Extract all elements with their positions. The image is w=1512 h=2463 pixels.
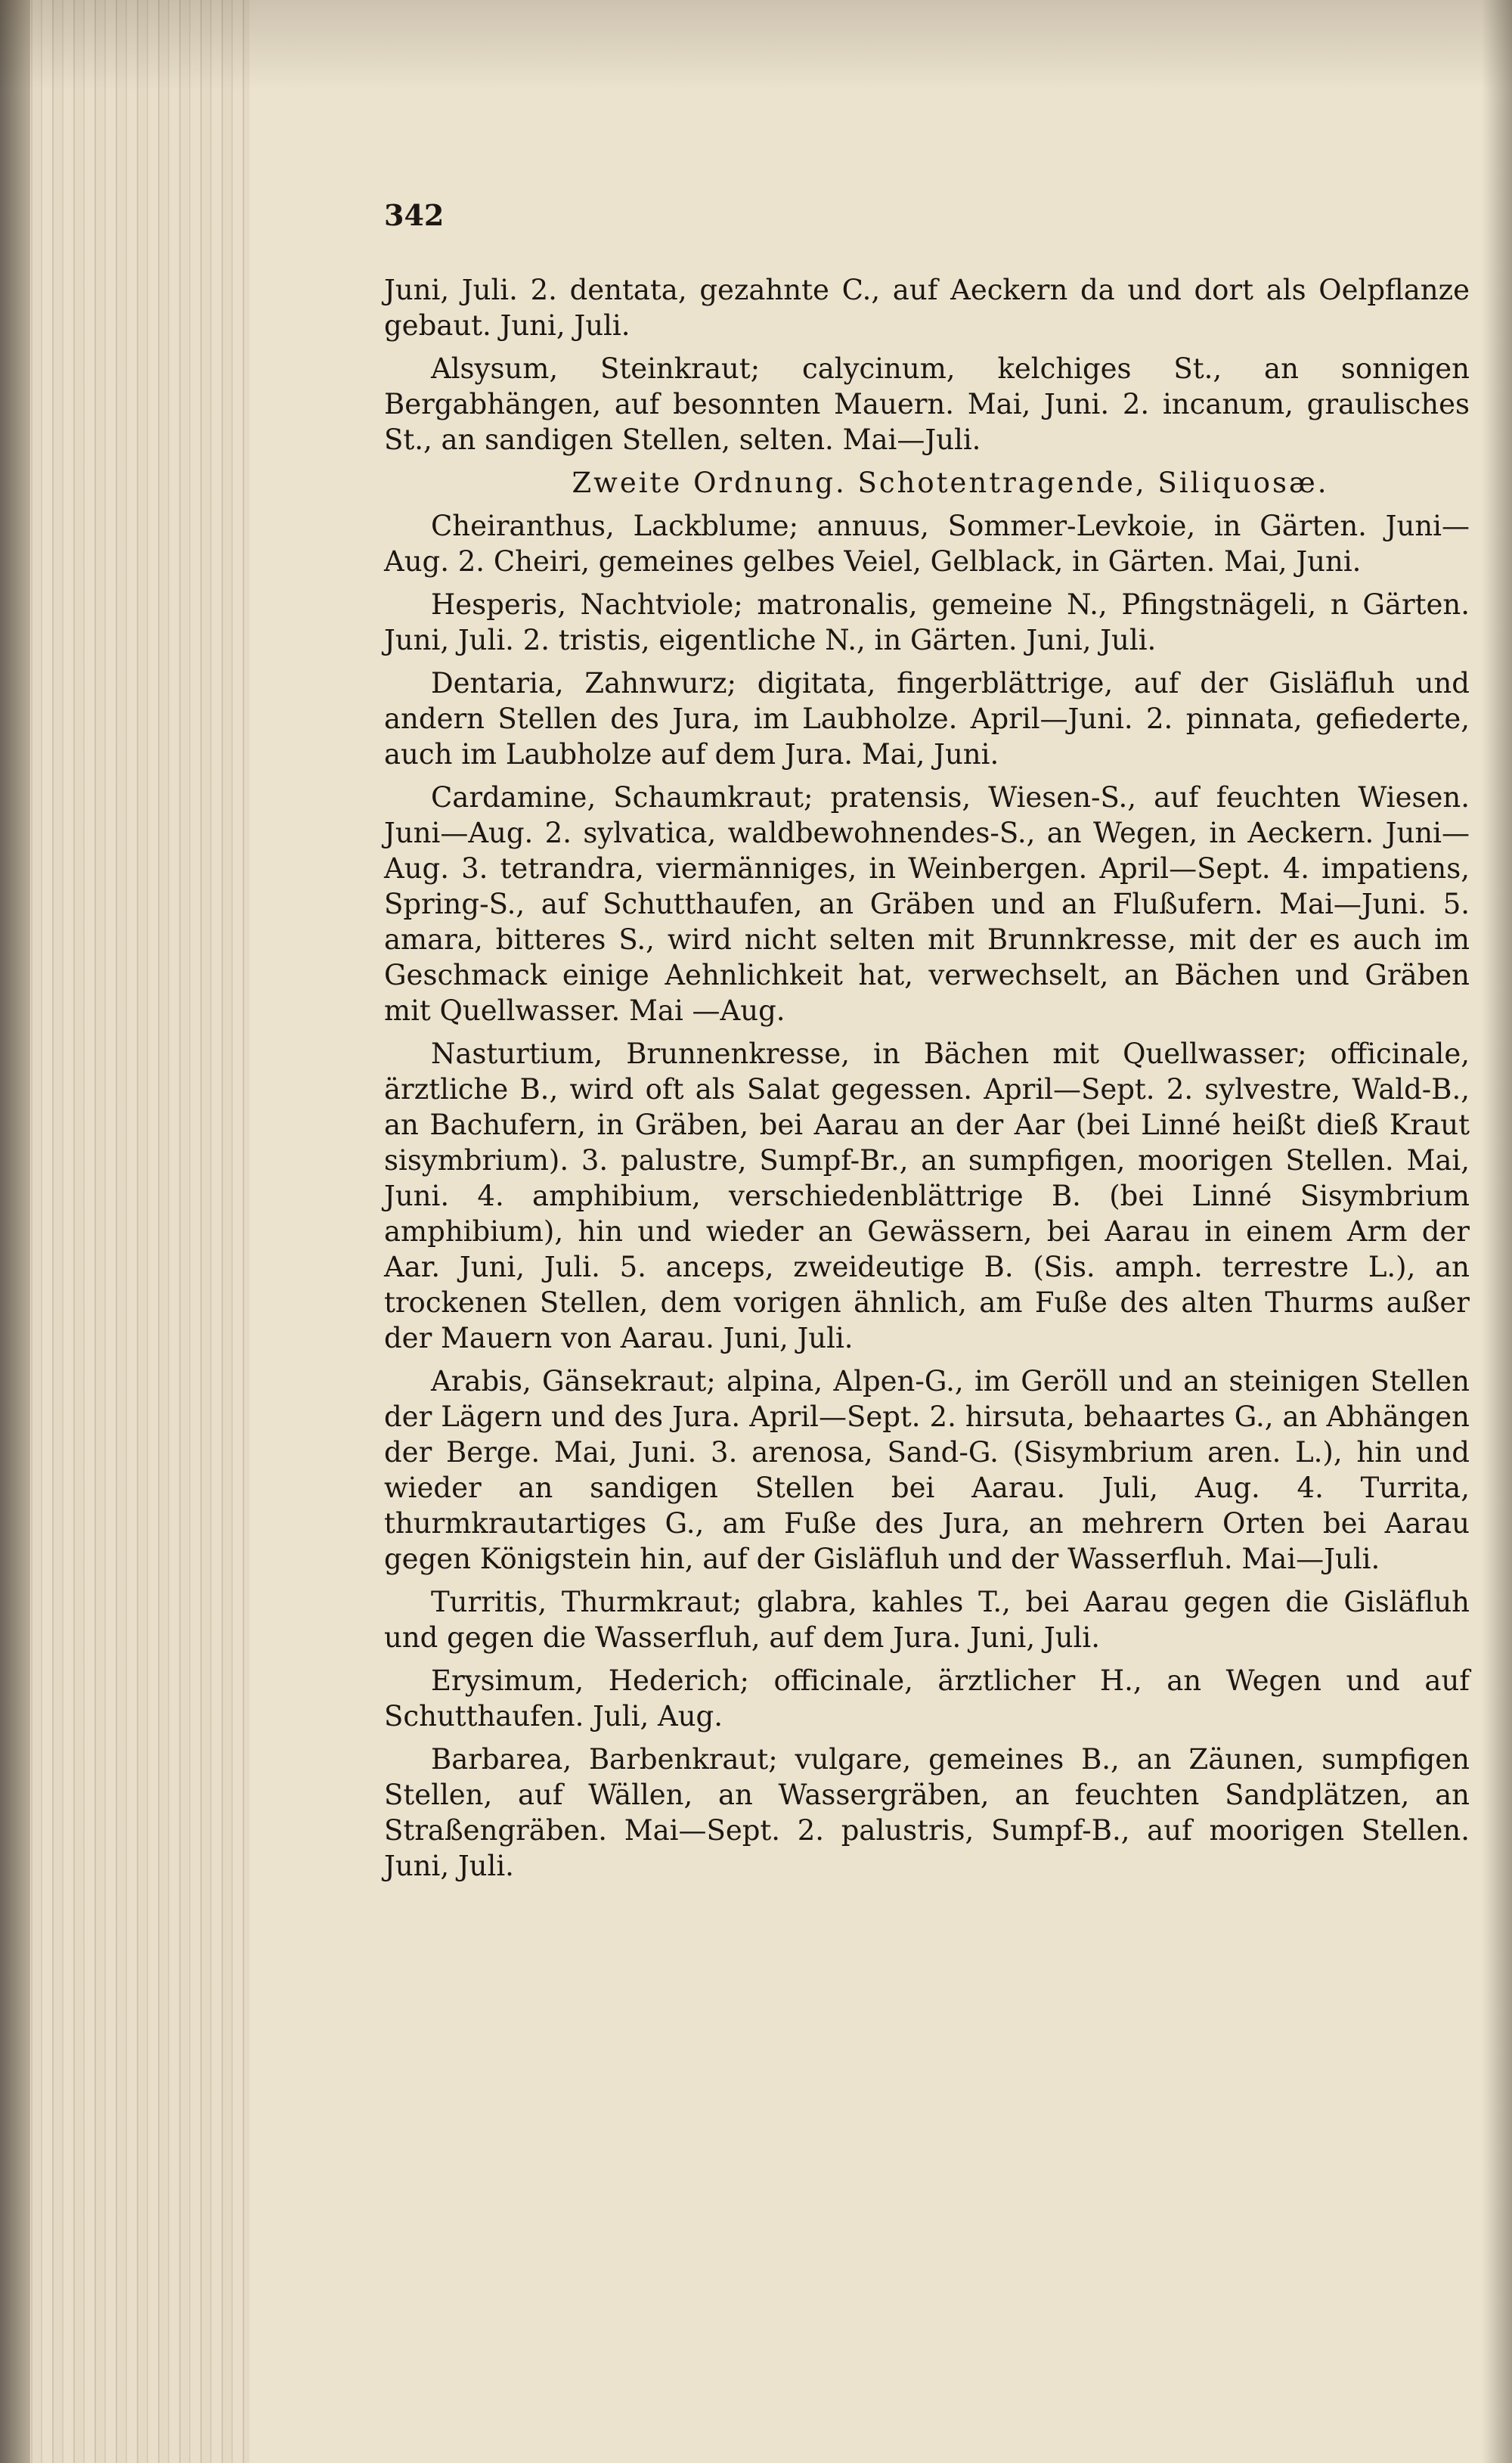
- page-top-shadow: [0, 0, 1512, 91]
- page-text-block: [384, 272, 1470, 2463]
- paragraph-alyssum: Alsysum, Steinkraut; calycinum, kelchiges St., an sonnigen Bergabhängen, auf besonnten Mauern. Mai, Juni. 2. incanum, graulisches St., an sandigen Stellen, selten. Mai—Juli.: [384, 352, 1470, 456]
- paragraph-cardamine: Cardamine, Schaumkraut; pratensis, Wiesen-S., auf feuchten Wiesen. Juni—Aug. 2. sylvatica, waldbewohnendes-S., an Wegen, in Aeckern. Juni—Aug. 3. tetrandra, viermänniges, in Weinbergen. April—Sept. 4. impatiens, Spring-S., auf Schutthaufen, an Gräben und an Flußufern. Mai—Juni. 5. amara, bitteres S., wird nicht selten mit Brunnkresse, mit der es auch im Geschmack einige Aehnlichkeit hat, verwechselt, an Bächen und Gräben mit Quellwasser. Mai —Aug.: [384, 781, 1470, 1027]
- order-heading: Zweite Ordnung. Schotentragende, Siliquosæ.: [572, 467, 1329, 499]
- paragraph-arabis: Arabis, Gänsekraut; alpina, Alpen-G., im Geröll und an steinigen Stellen der Lägern und des Jura. April—Sept. 2. hirsuta, behaartes G., an Abhängen der Berge. Mai, Juni. 3. arenosa, Sand-G. (Sisymbrium aren. L.), hin und wieder an sandigen Stellen bei Aarau. Juli, Aug. 4. Turrita, thurmkrautartiges G., am Fuße des Jura, an mehrern Orten bei Aarau gegen Königstein hin, auf der Gisläfluh und der Wasserfluh. Mai—Juli.: [384, 1365, 1470, 1575]
- paragraph-dentaria: Dentaria, Zahnwurz; digitata, fingerblättrige, auf der Gisläfluh und andern Stellen des Jura, im Laubholze. April—Juni. 2. pinnata, gefiederte, auch im Laubholze auf dem Jura. Mai, Juni.: [384, 667, 1470, 771]
- paragraph-erysimum: Erysimum, Hederich; officinale, ärztlicher H., an Wegen und auf Schutthaufen. Juli, Aug.: [384, 1664, 1470, 1732]
- paragraph-turritis: Turritis, Thurmkraut; glabra, kahles T., bei Aarau gegen die Gisläfluh und gegen die Wasserfluh, auf dem Jura. Juni, Juli.: [384, 1586, 1470, 1654]
- page-right-shadow: [1482, 0, 1512, 2463]
- paragraph-barbarea: Barbarea, Barbenkraut; vulgare, gemeines B., an Zäunen, sumpfigen Stellen, auf Wällen, an Wassergräben, an feuchten Sandplätzen, an Straßengräben. Mai—Sept. 2. palustris, Sumpf-B., auf moorigen Stellen. Juni, Juli.: [384, 1743, 1470, 1882]
- paragraph-nasturtium: Nasturtium, Brunnenkresse, in Bächen mit Quellwasser; officinale, ärztliche B., wird oft als Salat gegessen. April—Sept. 2. sylvestre, Wald-B., an Bachufern, in Gräben, bei Aarau an der Aar (bei Linné heißt dieß Kraut sisymbrium). 3. palustre, Sumpf-Br., an sumpfigen, moorigen Stellen. Mai, Juni. 4. amphibium, verschiedenblättrige B. (bei Linné Sisymbrium amphibium), hin und wieder an Gewässern, bei Aarau in einem Arm der Aar. Juni, Juli. 5. anceps, zweideutige B. (Sis. amph. terrestre L.), an trockenen Stellen, dem vorigen ähnlich, am Fuße des alten Thurms außer der Mauern von Aarau. Juni, Juli.: [384, 1038, 1470, 1354]
- stacked-page-edges: [0, 0, 249, 2463]
- binding-edge: [0, 0, 30, 2463]
- paragraph-cheiranthus: Cheiranthus, Lackblume; annuus, Sommer-Levkoie, in Gärten. Juni—Aug. 2. Cheiri, gemeines gelbes Veiel, Gelblack, in Gärten. Mai, Juni.: [384, 510, 1470, 578]
- page-number: 342: [384, 198, 445, 232]
- paragraph-dentata: Juni, Juli. 2. dentata, gezahnte C., auf Aeckern da und dort als Oelpflanze gebaut. Juni, Juli.: [384, 274, 1470, 342]
- paragraph-hesperis: Hesperis, Nachtviole; matronalis, gemeine N., Pfingstnägeli, n Gärten. Juni, Juli. 2. tristis, eigentliche N., in Gärten. Juni, Juli.: [384, 588, 1470, 656]
